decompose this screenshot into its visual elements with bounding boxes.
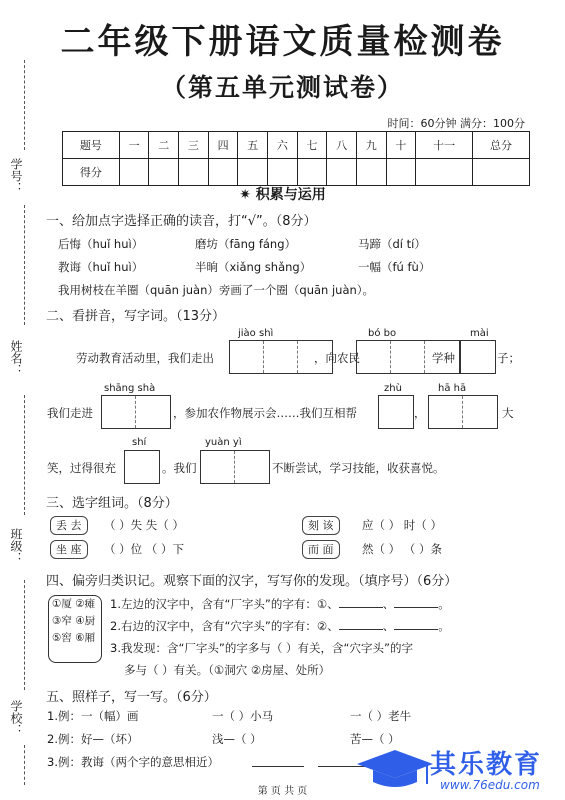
q2-text: 劳动教育活动里，我们走出	[76, 351, 214, 365]
q2-text: 子；	[497, 351, 520, 365]
score-cell[interactable]	[179, 159, 209, 186]
word-pair: 丢 去	[50, 516, 88, 535]
q4-statement[interactable]: 3.我发现：含“厂字头”的字多与（ ）有关，含“穴字头”的字	[110, 641, 413, 655]
pinyin: hā hā	[438, 383, 467, 394]
score-cell[interactable]	[386, 159, 416, 186]
score-cell[interactable]	[416, 159, 473, 186]
score-cell[interactable]	[268, 159, 298, 186]
q2-text: 我们走进	[47, 406, 93, 420]
character-hint-box: ①厦 ②瘫 ③窄 ④厨 ⑤窖 ⑥厢	[48, 595, 102, 663]
pinyin: bó bo	[368, 328, 397, 339]
page-footer: 第 页 共 页	[257, 786, 308, 797]
answer-grid[interactable]	[378, 395, 414, 429]
answer-grid[interactable]	[460, 340, 496, 374]
q1-title: 一、给加点字选择正确的读音，打“√”。（8分）	[46, 214, 317, 229]
q2-text: 大	[502, 406, 514, 420]
time-score-info: 时间：60分钟 满分：100分	[387, 117, 525, 130]
score-cell[interactable]	[356, 159, 386, 186]
class-label: 班级：	[9, 528, 23, 564]
q2-text: 不断尝试，学习技能，收获喜悦。	[272, 461, 445, 475]
table-header: 九	[356, 132, 386, 159]
answer-grid[interactable]	[101, 395, 171, 429]
score-cell[interactable]	[238, 159, 268, 186]
pinyin: mài	[470, 328, 489, 339]
score-cell[interactable]	[297, 159, 327, 186]
table-header: 十	[386, 132, 416, 159]
q5-blank[interactable]: 一（ ）老牛	[350, 709, 412, 723]
table-header: 题号	[63, 132, 120, 159]
q3-blanks[interactable]: （ ）位 （ ）下	[104, 542, 184, 556]
name-label: 姓名：	[9, 340, 23, 376]
answer-line[interactable]	[252, 766, 304, 767]
pinyin: yuàn yì	[205, 437, 242, 448]
binding-line	[24, 205, 25, 325]
table-header: 六	[268, 132, 298, 159]
score-row-label: 得分	[63, 159, 120, 186]
table-header: 三	[179, 132, 209, 159]
q4-statement: 2.右边的汉字中，含有“穴字头”的字有：②、 、 。	[110, 619, 450, 633]
pinyin: jiào shì	[238, 328, 274, 339]
q1-item[interactable]: 一幅（fú fù）	[358, 260, 431, 274]
score-table	[62, 131, 530, 186]
student-no-label: 学号：	[9, 158, 23, 194]
table-header: 二	[149, 132, 179, 159]
score-cell[interactable]	[119, 159, 149, 186]
score-table-score-row	[63, 159, 530, 186]
q5-blank[interactable]: 苦—（ ）	[350, 732, 400, 746]
q3-blanks[interactable]: 然（ ） （ ）条	[362, 542, 442, 556]
brand-logo-text: 其乐教育	[430, 750, 543, 780]
sparkle-icon: ✷	[239, 187, 256, 203]
binding-line	[24, 60, 25, 150]
table-header: 总分	[473, 132, 530, 159]
q4-title: 四、偏旁归类识记。观察下面的汉字，写写你的发现。（填序号）（6分）	[46, 574, 458, 589]
brand-url: www.76edu.com	[440, 778, 540, 792]
q1-item[interactable]: 半晌（xiǎng shǎng）	[195, 260, 312, 274]
q4-statement[interactable]: 多与（ ）有关。（①洞穴 ②房屋、处所）	[124, 663, 331, 677]
q5-example: 3.例：教诲（两个字的意思相近）	[47, 755, 219, 769]
binding-line	[24, 745, 25, 785]
word-pair: 刻 该	[302, 516, 340, 535]
q2-text: ，参加农作物展示会……我们互相帮	[173, 406, 357, 420]
q3-blanks[interactable]: （ ）失 失（ ）	[104, 518, 184, 532]
q1-item[interactable]: 我用树枝在羊圈（quān juàn）旁画了一个圈（quān juàn）。	[58, 283, 375, 297]
pinyin: shí	[132, 437, 147, 448]
q2-text: ，	[414, 406, 426, 420]
table-header: 八	[327, 132, 357, 159]
score-cell[interactable]	[327, 159, 357, 186]
q3-title: 三、选字组词。（8分）	[46, 496, 178, 511]
answer-grid[interactable]	[200, 450, 270, 484]
answer-grid[interactable]	[428, 395, 498, 429]
binding-line	[24, 395, 25, 515]
q2-text: 。我们	[162, 461, 197, 475]
table-header: 五	[238, 132, 268, 159]
q1-item[interactable]: 磨坊（fāng fáng）	[195, 237, 297, 251]
pinyin: shāng shà	[104, 383, 156, 394]
q5-blank[interactable]: 浅—（ ）	[212, 732, 262, 746]
table-header: 十一	[416, 132, 473, 159]
q1-item[interactable]: 后悔（huǐ huì）	[58, 237, 144, 251]
q2-text: ，向农民	[314, 351, 360, 365]
q2-title: 二、看拼音，写字词。（13分）	[46, 309, 226, 324]
q5-title: 五、照样子，写一写。（6分）	[46, 690, 217, 705]
exam-title: 二年级下册语文质量检测卷	[60, 22, 505, 62]
table-header: 四	[208, 132, 238, 159]
score-table-header-row	[63, 132, 530, 159]
q4-statement: 1.左边的汉字中，含有“厂字头”的字有：①、 、 。	[110, 597, 450, 611]
section-banner: ✷ 积累与运用	[239, 187, 326, 203]
table-header: 一	[119, 132, 149, 159]
word-pair: 坐 座	[50, 540, 88, 559]
q2-text: 笑，过得很充	[47, 461, 116, 475]
q5-blank[interactable]: 一（ ）小马	[212, 709, 274, 723]
q1-item[interactable]: 教诲（huǐ huì）	[58, 260, 144, 274]
q5-example: 1.例：一（幅）画	[47, 709, 139, 723]
score-cell[interactable]	[208, 159, 238, 186]
table-header: 七	[297, 132, 327, 159]
binding-line	[24, 580, 25, 690]
school-label: 学校：	[9, 700, 23, 736]
answer-grid[interactable]	[124, 450, 160, 484]
word-pair: 而 面	[302, 540, 340, 559]
exam-subtitle: （第五单元测试卷）	[160, 73, 404, 102]
score-cell[interactable]	[473, 159, 530, 186]
q5-example: 2.例：好—（坏）	[47, 732, 139, 746]
pinyin: zhù	[384, 383, 402, 394]
score-cell[interactable]	[149, 159, 179, 186]
q3-blanks[interactable]: 应（ ） 时（ ）	[362, 518, 442, 532]
q2-text: 学种	[432, 351, 455, 365]
q1-item[interactable]: 马蹄（dí tí）	[358, 237, 426, 251]
